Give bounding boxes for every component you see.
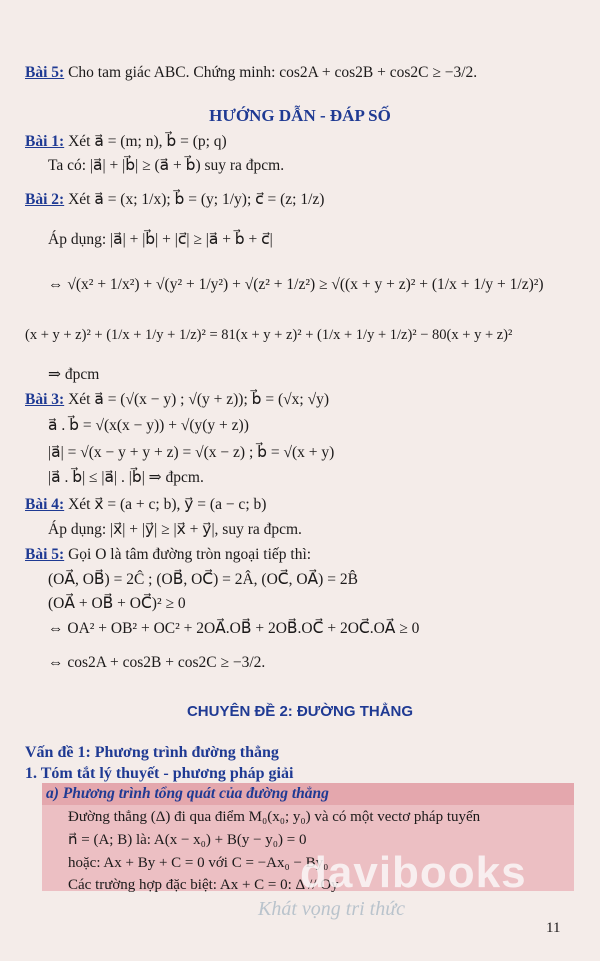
watermark-slogan: Khát vọng tri thức	[258, 898, 406, 920]
theory-line-2: n⃗ = (A; B) là: A(x − x₀) + B(y − y₀) = 0	[68, 832, 307, 848]
solution-1-line-1: Bài 1: Xét a⃗ = (m; n), b⃗ = (p; q)	[25, 133, 227, 150]
solution-4-line-2: Áp dụng: |x⃗| + |y⃗| ≥ |x⃗ + y⃗|, suy ra đpcm.	[48, 521, 302, 538]
solution-2-line-3: ⇔ √(x² + 1/x²) + √(y² + 1/y²) + √(z² + 1/z²) ≥ √((x + y + z)² + (1/x + 1/y + 1/z)²)	[48, 276, 544, 293]
solution-5-line-1: Bài 5: Gọi O là tâm đường tròn ngoại tiếp thì:	[25, 546, 312, 563]
solution-3-line-3: |a⃗| = √(x − y + y + z) = √(x − z) ; b⃗ = √(x + y)	[48, 444, 335, 461]
theory-line-3: hoặc: Ax + By + C = 0 với C = −Ax₀ − By₀	[68, 855, 329, 871]
solution-2-line-4: (x + y + z)² + (1/x + 1/y + 1/z)² = 81(x + y + z)² + (1/x + 1/y + 1/z)² − 80(x + y + z)²	[25, 327, 513, 343]
topic-heading: Vấn đề 1: Phương trình đường thẳng	[25, 744, 279, 761]
subsection-heading: 1. Tóm tắt lý thuyết - phương pháp giải	[25, 765, 294, 782]
solution-3-line-2: a⃗ . b⃗ = √(x(x − y)) + √(y(y + z))	[48, 417, 249, 434]
theory-line-1: Đường thẳng (Δ) đi qua điểm M₀(x₀; y₀) và có một vectơ pháp tuyến	[68, 809, 481, 825]
solution-2-line-5: ⇒ đpcm	[48, 366, 100, 383]
solution-2-line-1: Bài 2: Xét a⃗ = (x; 1/x); b⃗ = (y; 1/y); c⃗ = (z; 1/z)	[25, 191, 325, 208]
solution-5-line-2: (OA⃗, OB⃗) = 2Ĉ ; (OB⃗, OC⃗) = 2Â, (OC⃗, OA⃗) = 2B̂	[48, 571, 358, 588]
solution-3-line-4: |a⃗ . b⃗| ≤ |a⃗| . |b⃗| ⇒ đpcm.	[48, 469, 204, 486]
watermark-logo: davibooks	[300, 848, 527, 897]
solution-3-line-1: Bài 3: Xét a⃗ = (√(x − y) ; √(y + z)); b⃗ = (√x; √y)	[25, 391, 329, 408]
solution-1-line-2: Ta có: |a⃗| + |b⃗| ≥ (a⃗ + b⃗) suy ra đpcm.	[48, 157, 285, 174]
page-number: 11	[546, 920, 561, 936]
solution-5-line-4: ⇔ OA² + OB² + OC² + 2OA⃗.OB⃗ + 2OB⃗.OC⃗ + 2OC⃗.OA⃗ ≥ 0	[48, 620, 420, 637]
solution-5-line-5: ⇔ cos2A + cos2B + cos2C ≥ −3/2.	[48, 654, 266, 671]
chapter-heading: CHUYÊN ĐỀ 2: ĐƯỜNG THẲNG	[186, 703, 414, 720]
theory-box-title: a) Phương trình tổng quát của đường thẳng	[46, 785, 329, 802]
theory-line-4: Các trường hợp đặc biệt: Ax + C = 0: Δ // Oy	[68, 877, 339, 893]
exercise-5-statement: Bài 5: Cho tam giác ABC. Chứng minh: cos2A + cos2B + cos2C ≥ −3/2.	[25, 64, 478, 81]
solution-4-line-1: Bài 4: Xét x⃗ = (a + c; b), y⃗ = (a − c; b)	[25, 496, 267, 513]
solution-2-line-2: Áp dụng: |a⃗| + |b⃗| + |c⃗| ≥ |a⃗ + b⃗ + c⃗|	[48, 231, 273, 248]
section-heading-answers: HƯỚNG DẪN - ĐÁP SỐ	[209, 106, 391, 125]
solution-5-line-3: (OA⃗ + OB⃗ + OC⃗)² ≥ 0	[48, 595, 186, 612]
